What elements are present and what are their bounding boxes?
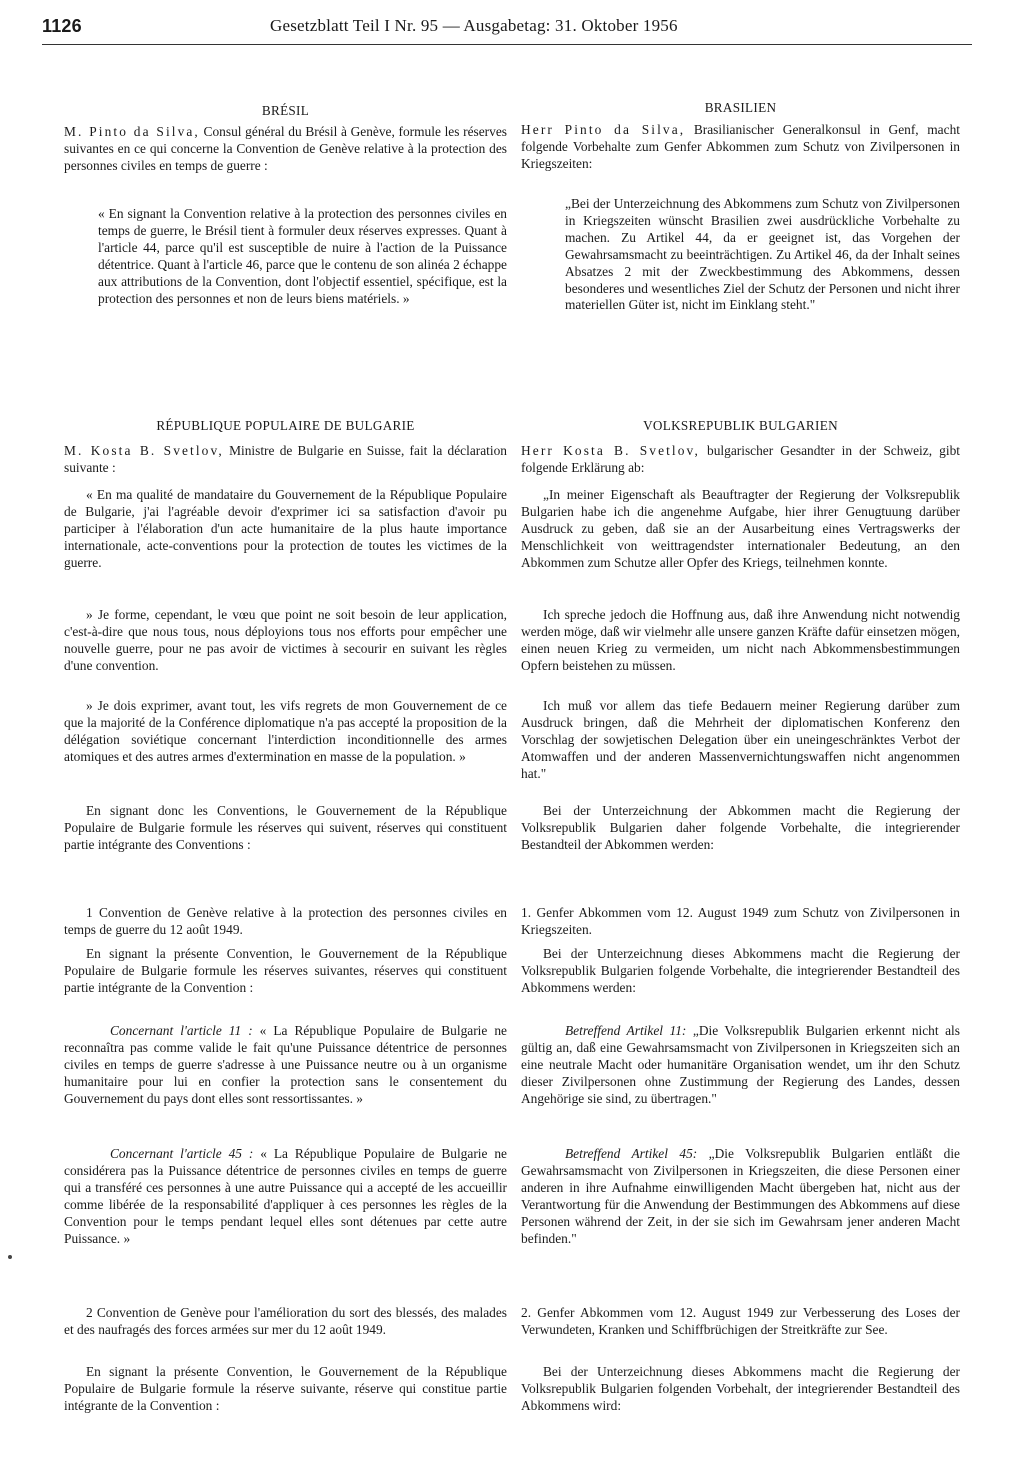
heading-bulgarie: RÉPUBLIQUE POPULAIRE DE BULGARIE (156, 418, 415, 433)
article-label: Concernant l'article 45 : (110, 1146, 254, 1161)
margin-dot (8, 1255, 12, 1259)
heading-bulgarien: VOLKSREPUBLIK BULGARIEN (643, 418, 838, 433)
para-bulgarien-q3: Ich muß vor allem das tiefe Bedauern meiner Regierung darüber zum Ausdruck bringen, daß die Mehrheit der diplomatischen Konferenz den Vorschlag der sowjetischen Delegation über ein uneingeschränktes Verbot der Atomwaffen und der anderen Massenvernichtungswaffen nicht angenommen hat." (521, 698, 960, 781)
para-bulgarie-p4: En signant donc les Conventions, le Gouvernement de la République Populaire de Bulgarie formule les réserves qui suivent, réserves qui constituent partie intégrante des Conventions : (64, 803, 507, 852)
para-conv1-art45 (64, 1146, 507, 1247)
delegate-name: Herr Kosta B. Svetlov, (521, 443, 700, 458)
article-label: Betreffend Artikel 45: (565, 1146, 698, 1161)
intro-text: bulgarischer Gesandter in der Schweiz, gibt folgende Erklärung ab: (521, 443, 960, 475)
quote-text: « En signant la Convention relative à la protection des personnes civiles en temps de guerre, le Brésil tient à formuler deux réserves expresses. Quant à l'article 44, parce qu'il est susceptible de nuire à l'action de la Puissance détentrice. Quant à l'article 46, parce que le contenu de son alinéa 2 échappe aux attributions de la Convention, dont l'objectif essentiel, spécifique, est la protection des personnes et non de leurs biens matériels. » (98, 206, 507, 306)
delegate-name: M. Pinto da Silva, (64, 124, 200, 139)
header-rule (42, 44, 972, 45)
page-header (42, 14, 972, 42)
article-text: « La République Populaire de Bulgarie ne considérera pas la Puissance détentrice de personnes civiles en temps de guerre qui a transféré ces personnes à une autre Puissance qui a accepté de les accueillir comme libérée de la responsabilité d'appliquer à ces personnes les règles de la Convention pour le temps pendant lequel elles sont détenues par cette autre Puissance. » (64, 1146, 507, 1246)
para-bulgarien-p4: Bei der Unterzeichnung der Abkommen macht die Regierung der Volksrepublik Bulgarien daher folgende Vorbehalte, die integrierender Bestandteil der Abkommen werden: (521, 803, 960, 852)
para-bulgarien-q2: Ich spreche jedoch die Hoffnung aus, daß ihre Anwendung nicht notwendig werden möge, daß wir vielmehr alle unsere ganzen Kräfte dafür einsetzen mögen, einen neuen Krieg zu vermeiden, um nicht nach Abkommensbestimmungen Opfern beistehen zu müssen. (521, 607, 960, 673)
article-text: „Die Volksrepublik Bulgarien erkennt nicht als gültig an, daß eine Gewahrsamsmacht von Zivilpersonen in Kriegszeiten sich an eine neutrale Macht oder humanitäre Organisation wendet, um ihr den Schutz dieser Zivilpersonen ohne Zustimmung der Regierung des Landes, dessen Angehörige sie sind, zu übertragen." (521, 1023, 960, 1106)
heading-brasilien: BRASILIEN (704, 100, 777, 115)
quote-brasilien (521, 196, 960, 314)
article-text: „Die Volksrepublik Bulgarien entläßt die Gewahrsamsmacht von Zivilpersonen in Kriegszeiten, die diese Personen einer anderen in ihre Aufnahme einwilligenden Macht übergeben hat, nicht aus der Verantwortung für die Anwendung der Bestimmungen des Abkommens auf diese Personen während der Zeit, in der sie sich im Gewahrsam jener anderen Macht befinden." (521, 1146, 960, 1246)
para-brasilien-intro (521, 122, 960, 173)
para-bulgarien-q1: „In meiner Eigenschaft als Beauftragter der Regierung der Volksrepublik Bulgarien habe ich die angenehme Aufgabe, hier ihrer Genugtuung darüber Ausdruck zu geben, daß sie an der Ausarbeitung eines Vertragswerks der Menschlichkeit von weittragendster internationaler Bedeutung, an den Abkommen zum Schutze aller Opfer des Kriegs, teilnehmen konnte. (521, 487, 960, 570)
para-bulgarie-intro (64, 443, 507, 477)
para-abk2-title: 2. Genfer Abkommen vom 12. August 1949 zur Verbesserung des Loses der Verwundeten, Kranken und Schiffbrüchigen der Streitkräfte zur See. (521, 1305, 960, 1337)
article-text: « La République Populaire de Bulgarie ne reconnaîtra pas comme valide le fait qu'une Puissance détentrice de personnes civiles en temps de guerre s'adresse à une Puissance neutre ou à un organisme humanitaire pour lui en confier la protection sans le consentement du Gouvernement du pays dont elles sont ressortissantes. » (64, 1023, 507, 1106)
para-bulgarie-q3: » Je dois exprimer, avant tout, les vifs regrets de mon Gouvernement de ce que la majorité de la Conférence diplomatique n'a pas accepté la proposition de la délégation soviétique concernant l'interdiction inconditionnelle des armes atomiques et des autres armes d'extermination en masse de la population. » (64, 698, 507, 764)
para-abk2-intro: Bei der Unterzeichnung dieses Abkommens macht die Regierung der Volksrepublik Bulgarien folgenden Vorbehalt, der integrierender Bestandteil des Abkommens wird: (521, 1364, 960, 1413)
article-label: Concernant l'article 11 : (110, 1023, 253, 1038)
intro-text: Consul général du Brésil à Genève, formule les réserves suivantes en ce qui concerne la Convention de Genève relative à la protection des personnes civiles en temps de guerre : (64, 124, 507, 173)
para-conv2-title: 2 Convention de Genève pour l'amélioration du sort des blessés, des malades et des naufragés des forces armées sur mer du 12 août 1949. (64, 1305, 507, 1337)
para-conv1-art11 (64, 1023, 507, 1108)
gazette-title: Gesetzblatt Teil I Nr. 95 — Ausgabetag: 31. Oktober 1956 (270, 16, 678, 35)
article-label: Betreffend Artikel 11: (565, 1023, 687, 1038)
para-conv1-title: 1 Convention de Genève relative à la protection des personnes civiles en temps de guerre du 12 août 1949. (64, 905, 507, 937)
delegate-name: M. Kosta B. Svetlov, (64, 443, 224, 458)
para-bresil-intro (64, 124, 507, 175)
para-conv2-intro: En signant la présente Convention, le Gouvernement de la République Populaire de Bulgarie formule la réserve suivante, réserve qui constitue partie intégrante de la Convention : (64, 1364, 507, 1413)
para-conv1-intro: En signant la présente Convention, le Gouvernement de la République Populaire de Bulgarie formule les réserves suivantes, réserves qui constituent partie intégrante de la Convention : (64, 946, 507, 995)
para-abk1-title: 1. Genfer Abkommen vom 12. August 1949 zum Schutz von Zivilpersonen in Kriegszeiten. (521, 905, 960, 937)
para-bulgarien-intro (521, 443, 960, 477)
para-bulgarie-q1: « En ma qualité de mandataire du Gouvernement de la République Populaire de Bulgarie, j'ai l'agréable devoir d'exprimer ici sa satisfaction d'avoir pu participer à l'élaboration d'un acte humanitaire de la plus haute importance internationale, acte-conventions pour la protection de toutes les victimes de la guerre. (64, 487, 507, 570)
delegate-name: Herr Pinto da Silva, (521, 122, 686, 137)
para-bulgarie-q2: » Je forme, cependant, le vœu que point ne soit besoin de leur application, c'est-à-dire que nous tous, nous déployions tous nos efforts pour empêcher une nouvelle guerre, pour ne pas avoir de victimes à secourir en suivant les règles d'une convention. (64, 607, 507, 673)
para-abk1-art45 (521, 1146, 960, 1247)
quote-text: „Bei der Unterzeichnung des Abkommens zum Schutz von Zivilpersonen in Kriegszeiten wünscht Brasilien zwei ausdrückliche Vorbehalte zu machen. Zu Artikel 44, da er geeignet ist, das Vorgehen der Gewahrsamsmacht zu beeinträchtigen. Zu Artikel 46, da der Inhalt seines Absatzes 2 mit der Zweckbestimmung des Abkommens, dessen besonderes und wesentliches Ziel der Schutz der Personen und nicht ihrer materiellen Güter ist, nicht im Einklang steht." (565, 196, 960, 313)
intro-text: Ministre de Bulgarie en Suisse, fait la déclaration suivante : (64, 443, 508, 475)
page-number: 1126 (42, 16, 82, 36)
quote-bresil (64, 206, 507, 307)
heading-bresil: BRÉSIL (261, 103, 310, 118)
intro-text: Brasilianischer Generalkonsul in Genf, macht folgende Vorbehalte zum Genfer Abkommen zum Schutz von Zivilpersonen in Kriegszeiten: (521, 122, 960, 171)
para-abk1-intro: Bei der Unterzeichnung dieses Abkommens macht die Regierung der Volksrepublik Bulgarien folgende Vorbehalte, die integrierender Bestandteil des Abkommens werden: (521, 946, 960, 995)
para-abk1-art11 (521, 1023, 960, 1108)
